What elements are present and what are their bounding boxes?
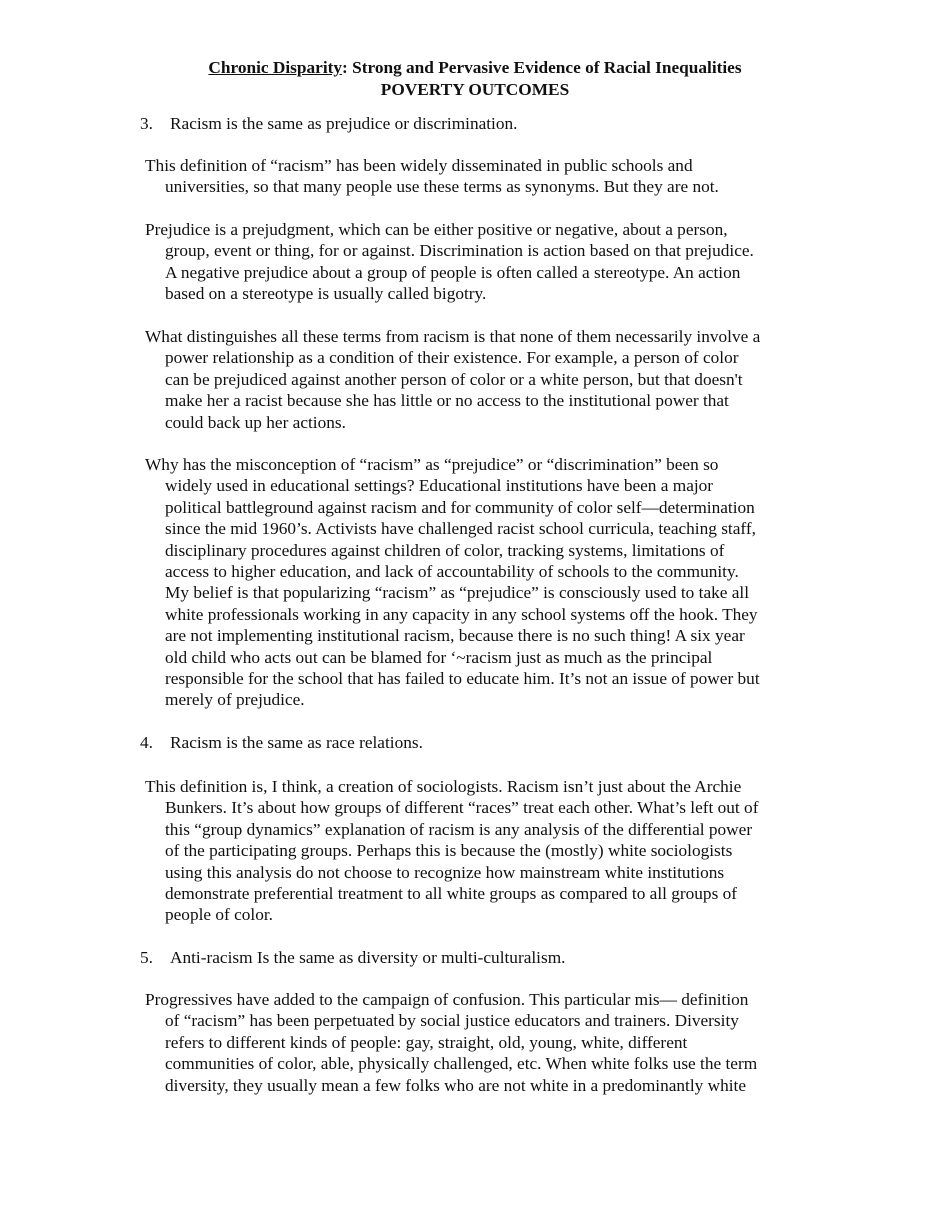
paragraph-line: This definition of “racism” has been widely disseminated in public schools and <box>145 156 693 175</box>
paragraph-line: white professionals working in any capacity in any school systems off the hook. They <box>165 604 758 624</box>
paragraph-line: disciplinary procedures against children of color, tracking systems, limitations of <box>165 540 725 560</box>
paragraph <box>145 989 825 1096</box>
paragraph-line: people of color. <box>165 905 273 925</box>
paragraph-line: can be prejudiced against another person of color or a white person, but that doesn't <box>165 369 743 389</box>
section-heading-5 <box>140 947 565 969</box>
paragraph-line: What distinguishes all these terms from racism is that none of them necessarily involve a <box>145 327 761 346</box>
section-number: 3. <box>140 114 153 133</box>
paragraph-line: Progressives have added to the campaign of confusion. This particular mis— definition <box>145 990 749 1009</box>
section-heading-text: Racism is the same as race relations. <box>170 733 423 752</box>
section-number: 4. <box>140 733 153 752</box>
paragraph-line: since the mid 1960’s. Activists have challenged racist school curricula, teaching staff, <box>165 519 756 539</box>
paragraph-line: merely of prejudice. <box>165 690 305 710</box>
paragraph-line: demonstrate preferential treatment to all white groups as compared to all groups of <box>165 884 738 904</box>
section-heading-4 <box>140 732 423 754</box>
title-underlined-part: Chronic Disparity <box>208 58 343 77</box>
section-heading-3 <box>140 113 517 135</box>
paragraph-line: communities of color, able, physically challenged, etc. When white folks use the term <box>165 1054 758 1074</box>
section-heading-text: Racism is the same as prejudice or discrimination. <box>170 114 518 133</box>
paragraph-line: of the participating groups. Perhaps this is because the (mostly) white sociologists <box>165 841 733 861</box>
paragraph <box>145 155 825 198</box>
paragraph-line: Why has the misconception of “racism” as “prejudice” or “discrimination” been so <box>145 455 719 474</box>
title-rest-part: : Strong and Pervasive Evidence of Racial Inequalities <box>342 58 742 77</box>
paragraph-line: diversity, they usually mean a few folks who are not white in a predominantly white <box>165 1075 747 1095</box>
paragraph-line: political battleground against racism and for community of color self—determination <box>165 497 755 517</box>
paragraph-line: based on a stereotype is usually called bigotry. <box>165 284 487 304</box>
paragraph-line: responsible for the school that has failed to educate him. It’s not an issue of power but <box>165 669 760 689</box>
paragraph-line: universities, so that many people use these terms as synonyms. But they are not. <box>165 177 719 197</box>
paragraph-line: using this analysis do not choose to recognize how mainstream white institutions <box>165 862 725 882</box>
paragraph-line: group, event or thing, for or against. Discrimination is action based on that prejudice. <box>165 241 754 261</box>
paragraph-line: could back up her actions. <box>165 412 346 432</box>
paragraph-line: Prejudice is a prejudgment, which can be either positive or negative, about a person, <box>145 220 728 239</box>
paragraph-line: A negative prejudice about a group of people is often called a stereotype. An action <box>165 262 741 282</box>
paragraph <box>145 454 825 711</box>
paragraph-line: access to higher education, and lack of accountability of schools to the community. <box>165 562 739 582</box>
document-title <box>0 57 950 79</box>
paragraph-line: widely used in educational settings? Educational institutions have been a major <box>165 476 714 496</box>
paragraph <box>145 219 825 305</box>
paragraph-line: make her a racist because she has little or no access to the institutional power that <box>165 391 729 411</box>
paragraph-line: this “group dynamics” explanation of racism is any analysis of the differential power <box>165 819 753 839</box>
paragraph-line: power relationship as a condition of their existence. For example, a person of color <box>165 348 739 368</box>
paragraph-line: old child who acts out can be blamed for ‘~racism just as much as the principal <box>165 647 713 667</box>
paragraph <box>145 776 825 926</box>
section-heading-text: Anti-racism Is the same as diversity or multi-culturalism. <box>170 948 566 967</box>
paragraph-line: refers to different kinds of people: gay, straight, old, young, white, different <box>165 1032 688 1052</box>
paragraph-line: of “racism” has been perpetuated by social justice educators and trainers. Diversity <box>165 1011 739 1031</box>
section-number: 5. <box>140 948 153 967</box>
paragraph-line: This definition is, I think, a creation of sociologists. Racism isn’t just about the Archie <box>145 777 742 796</box>
document-header <box>0 57 950 101</box>
document-subtitle: POVERTY OUTCOMES <box>380 80 570 99</box>
paragraph-line: My belief is that popularizing “racism” as “prejudice” is consciously used to take all <box>165 583 750 603</box>
paragraph-line: Bunkers. It’s about how groups of different “races” treat each other. What’s left out of <box>165 798 759 818</box>
paragraph-line: are not implementing institutional racism, because there is no such thing! A six year <box>165 626 745 646</box>
paragraph <box>145 326 825 433</box>
